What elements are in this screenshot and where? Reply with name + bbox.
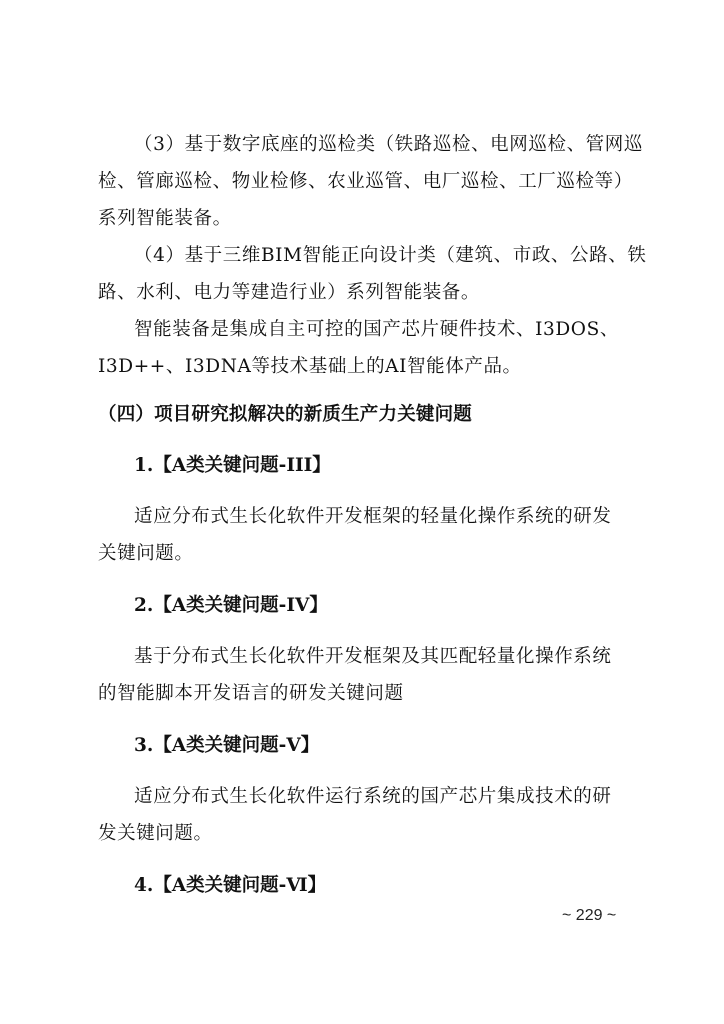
paragraph-3-line-3: 系列智能装备。 [98,208,232,229]
problem-3-line-1: 适应分布式生长化软件运行系统的国产芯片集成技术的研 [134,786,612,807]
page-number: ~ 229 ~ [562,907,617,924]
paragraph-4-line-2: 路、水利、电力等建造行业）系列智能装备。 [98,282,481,303]
section-heading: （四）项目研究拟解决的新质生产力关键问题 [98,404,473,425]
paragraph-5-line-2: I3D++、I3DNA等技术基础上的AI智能体产品。 [98,356,522,377]
problem-2-line-1: 基于分布式生长化软件开发框架及其匹配轻量化操作系统 [134,646,612,667]
paragraph-4-line-1: （4）基于三维BIM智能正向设计类（建筑、市政、公路、铁 [134,245,647,266]
problem-1-line-1: 适应分布式生长化软件开发框架的轻量化操作系统的研发 [134,506,612,527]
problem-2-title: 2.【A类关键问题-IV】 [134,595,328,616]
problem-4-title: 4.【A类关键问题-Ⅵ】 [134,875,327,896]
problem-1-title: 1.【A类关键问题-III】 [134,455,331,476]
paragraph-3-line-1: （3）基于数字底座的巡检类（铁路巡检、电网巡检、管网巡 [134,134,643,155]
problem-2-line-2: 的智能脚本开发语言的研发关键问题 [98,683,404,704]
problem-3-title: 3.【A类关键问题-V】 [134,735,320,756]
problem-3-line-2: 发关键问题。 [98,823,213,844]
paragraph-5-line-1: 智能装备是集成自主可控的国产芯片硬件技术、I3DOS、 [134,319,619,340]
problem-1-line-2: 关键问题。 [98,543,194,564]
paragraph-3-line-2: 检、管廊巡检、物业检修、农业巡管、电厂巡检、工厂巡检等） [98,171,633,192]
